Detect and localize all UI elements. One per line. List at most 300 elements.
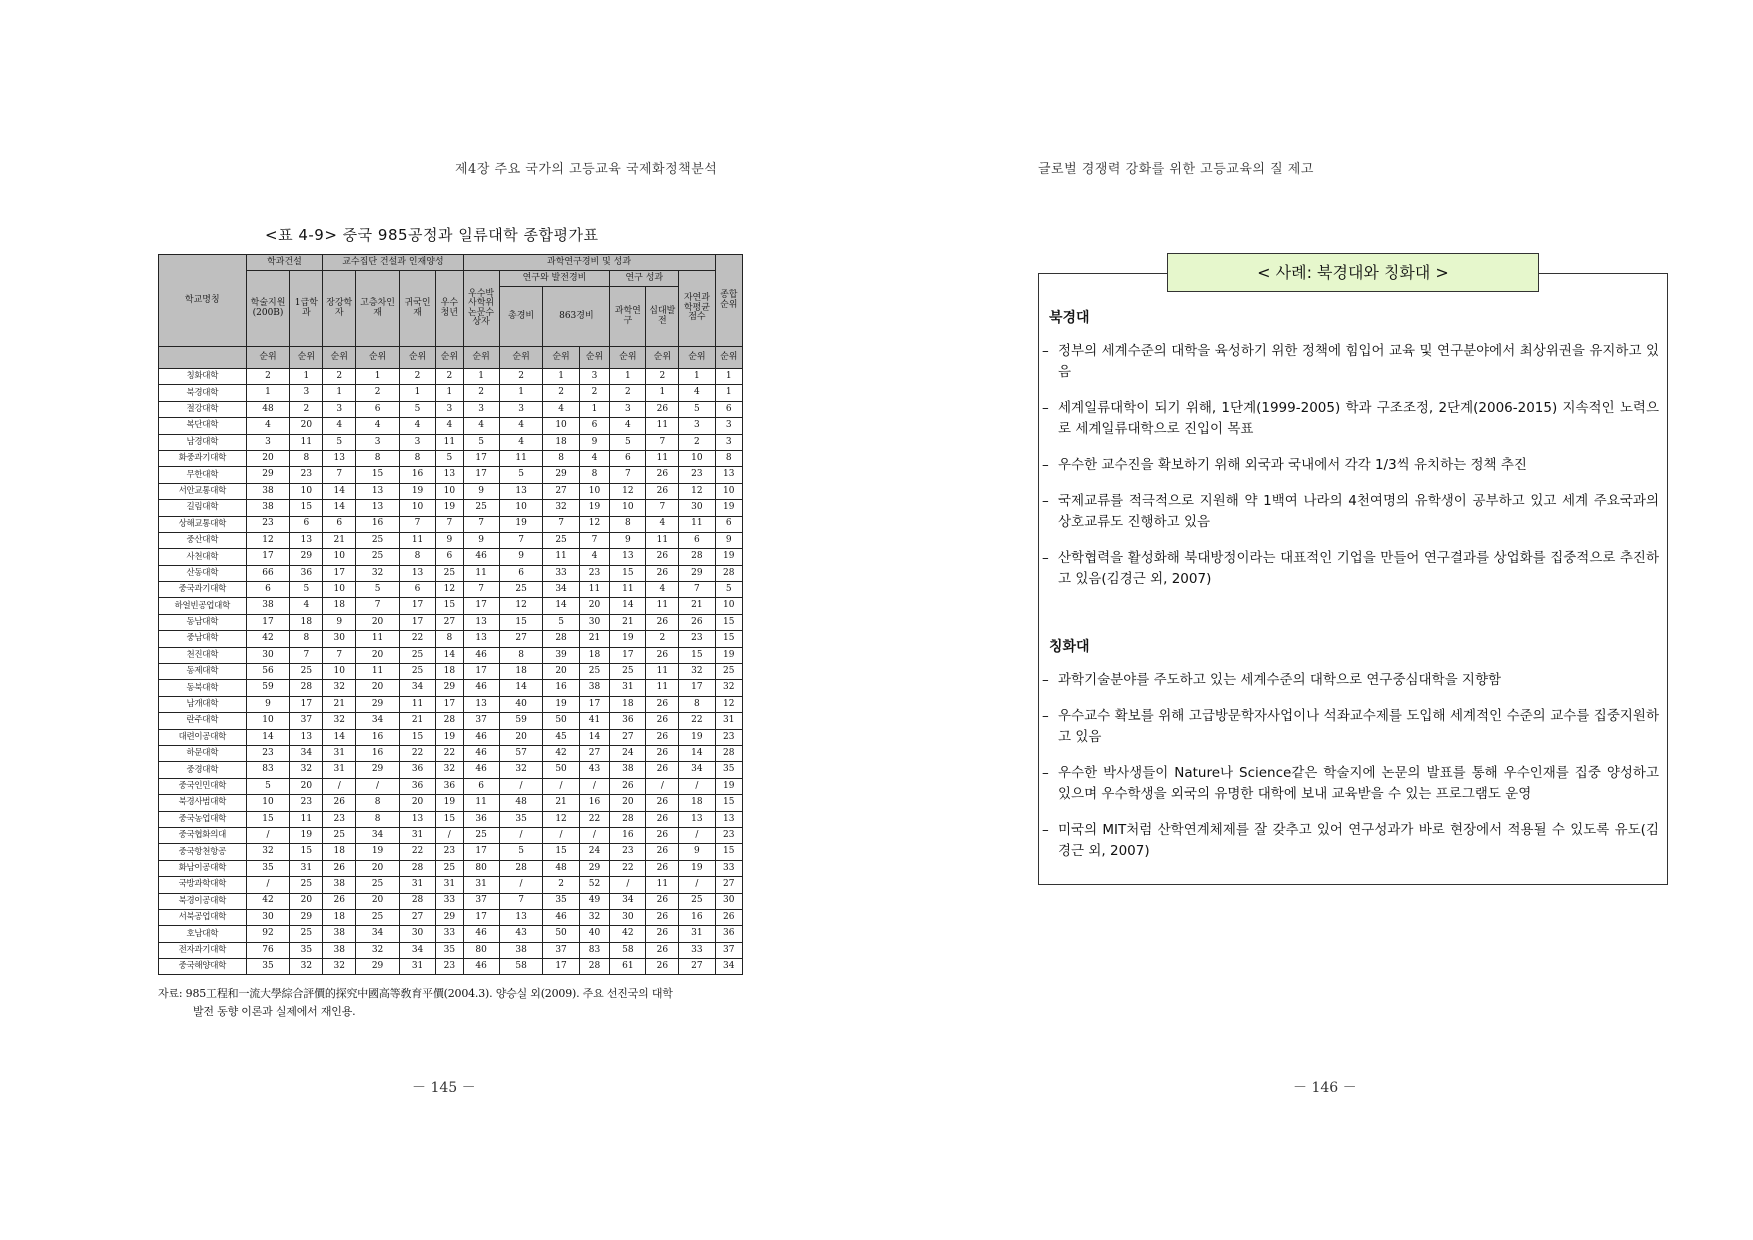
table-row — [159, 450, 743, 466]
school-name-cell: 란주대학 — [159, 713, 247, 729]
school-name-cell: 중국해양대학 — [159, 959, 247, 975]
rank-cell: 14 — [323, 729, 356, 745]
table-row — [159, 467, 743, 483]
rank-cell: 11 — [579, 582, 610, 598]
rank-cell: 15 — [290, 844, 323, 860]
rank-cell: 37 — [715, 942, 742, 958]
rank-cell: 5 — [399, 401, 435, 417]
rank-cell: 37 — [543, 942, 579, 958]
rank-cell: 1 — [610, 369, 646, 385]
rank-cell: 25 — [499, 582, 543, 598]
rank-cell: 7 — [579, 532, 610, 548]
bullet-dash: – — [1042, 822, 1049, 838]
header-top10: 십대발전 — [646, 287, 679, 347]
rank-cell: 2 — [399, 369, 435, 385]
rank-cell: 15 — [399, 729, 435, 745]
rank-cell: 21 — [323, 532, 356, 548]
rank-label: 순위 — [679, 347, 715, 369]
rank-cell: 5 — [356, 582, 400, 598]
rank-cell: 19 — [715, 500, 742, 516]
rank-cell: 15 — [436, 811, 463, 827]
rank-cell: 26 — [715, 909, 742, 925]
header-sci-research: 과학연구 — [610, 287, 646, 347]
rank-cell: / — [579, 827, 610, 843]
rank-cell: 7 — [323, 647, 356, 663]
rank-cell: 11 — [646, 418, 679, 434]
rank-cell: 11 — [436, 434, 463, 450]
rank-cell: 21 — [323, 696, 356, 712]
school-name-cell: 중국인민대학 — [159, 778, 247, 794]
rank-cell: 29 — [579, 860, 610, 876]
rank-cell: 23 — [679, 631, 715, 647]
rank-cell: 17 — [463, 450, 499, 466]
rank-label-row — [159, 347, 743, 369]
rank-cell: / — [436, 827, 463, 843]
school-name-cell: 북경이공대학 — [159, 893, 247, 909]
rank-cell: 12 — [543, 811, 579, 827]
rank-cell: 15 — [543, 844, 579, 860]
rank-cell: 5 — [499, 467, 543, 483]
rank-cell: 3 — [610, 401, 646, 417]
rank-cell: 8 — [436, 631, 463, 647]
table-row — [159, 745, 743, 761]
case-bullet-text: 우수한 박사생들이 Nature나 Science같은 학술지에 논문의 발표를 통해 우수인재를 집중 양성하고 있으며 우수학생을 외국의 유명한 대학에 보내 교육받을 수 있는 프로그램도 운영 — [1058, 765, 1659, 802]
rank-cell: 26 — [646, 483, 679, 499]
rank-cell: 22 — [679, 713, 715, 729]
rank-cell: 36 — [290, 565, 323, 581]
rank-cell: / — [679, 877, 715, 893]
school-name-cell: 동북대학 — [159, 680, 247, 696]
rank-cell: 26 — [646, 696, 679, 712]
rank-cell: 6 — [610, 450, 646, 466]
table-row — [159, 696, 743, 712]
rank-cell: 46 — [463, 680, 499, 696]
rank-cell: 13 — [323, 450, 356, 466]
school-name-cell: 중산대학 — [159, 532, 247, 548]
rank-cell: 29 — [246, 467, 290, 483]
rank-cell: / — [246, 827, 290, 843]
rank-cell: / — [679, 827, 715, 843]
rank-cell: 23 — [290, 467, 323, 483]
rank-cell: 23 — [610, 844, 646, 860]
rank-cell: 17 — [543, 959, 579, 975]
rank-cell: 32 — [290, 762, 323, 778]
table-row — [159, 795, 743, 811]
table-row — [159, 778, 743, 794]
rank-cell: 83 — [246, 762, 290, 778]
table-source-note — [158, 985, 730, 1021]
rank-cell: 1 — [290, 369, 323, 385]
rank-cell: 35 — [543, 893, 579, 909]
evaluation-table — [158, 254, 743, 975]
rank-cell: 8 — [356, 811, 400, 827]
table-row — [159, 827, 743, 843]
header-total-funding: 총경비 — [499, 287, 543, 347]
rank-cell: 32 — [579, 909, 610, 925]
rank-cell: 7 — [646, 500, 679, 516]
rank-label: 순위 — [436, 347, 463, 369]
rank-cell: 28 — [543, 631, 579, 647]
rank-cell: 3 — [715, 418, 742, 434]
rank-cell: 9 — [679, 844, 715, 860]
rank-cell: 42 — [610, 926, 646, 942]
rank-cell: 38 — [323, 877, 356, 893]
rank-cell: 29 — [679, 565, 715, 581]
rank-cell: 2 — [463, 385, 499, 401]
rank-cell: 15 — [715, 844, 742, 860]
rank-cell: 38 — [246, 483, 290, 499]
rank-cell: 10 — [399, 500, 435, 516]
rank-cell: 12 — [579, 516, 610, 532]
case-title: < 사례: 북경대와 칭화대 > — [1167, 253, 1539, 292]
rank-cell: 29 — [436, 680, 463, 696]
case-bullet-item — [1039, 548, 1659, 590]
rank-cell: / — [323, 778, 356, 794]
rank-cell: 49 — [579, 893, 610, 909]
bullet-dash: – — [1042, 765, 1049, 781]
rank-cell: 1 — [499, 385, 543, 401]
table-row — [159, 942, 743, 958]
rank-cell: 37 — [463, 713, 499, 729]
rank-cell: 19 — [679, 729, 715, 745]
rank-cell: 20 — [290, 893, 323, 909]
rank-cell: 26 — [679, 614, 715, 630]
case-bullet-text: 우수한 교수진을 확보하기 위해 외국과 국내에서 각각 1/3씩 유치하는 정책 추진 — [1058, 457, 1527, 473]
rank-cell: 25 — [356, 549, 400, 565]
rank-cell: 80 — [463, 860, 499, 876]
header-group-discipline: 학과건설 — [246, 255, 323, 271]
table-row — [159, 713, 743, 729]
table-row — [159, 516, 743, 532]
rank-cell: 26 — [610, 778, 646, 794]
table-row — [159, 401, 743, 417]
table-row — [159, 434, 743, 450]
bullet-dash: – — [1042, 343, 1049, 359]
rank-cell: 92 — [246, 926, 290, 942]
rank-cell: 21 — [579, 631, 610, 647]
rank-cell: 30 — [715, 893, 742, 909]
rank-cell: 27 — [679, 959, 715, 975]
rank-cell: 26 — [646, 909, 679, 925]
rank-cell: / — [610, 877, 646, 893]
rank-cell: 5 — [436, 450, 463, 466]
rank-cell: 10 — [679, 450, 715, 466]
rank-cell: 15 — [356, 467, 400, 483]
school-name-cell: 무한대학 — [159, 467, 247, 483]
rank-cell: 25 — [679, 893, 715, 909]
case-bullet-text: 국제교류를 적극적으로 지원해 약 1백여 나라의 4천여명의 유학생이 공부하고 있고 세계 주요국과의 상호교류도 진행하고 있음 — [1058, 493, 1659, 530]
rank-cell: 22 — [610, 860, 646, 876]
rank-cell: 4 — [356, 418, 400, 434]
rank-cell: 26 — [646, 647, 679, 663]
rank-cell: 18 — [679, 795, 715, 811]
rank-cell: 22 — [399, 631, 435, 647]
rank-cell: 66 — [246, 565, 290, 581]
header-thesis: 우수박사학위논문수상자 — [463, 271, 499, 347]
rank-cell: / — [543, 778, 579, 794]
rank-cell: 1 — [679, 369, 715, 385]
rank-cell: 9 — [463, 483, 499, 499]
rank-cell: 25 — [543, 532, 579, 548]
rank-cell: 25 — [610, 664, 646, 680]
rank-cell: 35 — [246, 860, 290, 876]
rank-cell: 27 — [499, 631, 543, 647]
rank-cell: 38 — [323, 926, 356, 942]
header-group-funding: 연구와 발전경비 — [499, 271, 610, 287]
rank-cell: 23 — [323, 811, 356, 827]
school-name-cell: 길림대학 — [159, 500, 247, 516]
rank-cell: 8 — [290, 450, 323, 466]
rank-cell: 15 — [436, 598, 463, 614]
header-youth: 우수청년 — [436, 271, 463, 347]
rank-cell: 39 — [543, 647, 579, 663]
rank-cell: 24 — [610, 745, 646, 761]
header-high-level: 고층차인재 — [356, 271, 400, 347]
rank-cell: 57 — [499, 745, 543, 761]
rank-cell: 27 — [579, 745, 610, 761]
rank-cell: 21 — [679, 598, 715, 614]
rank-cell: 34 — [715, 959, 742, 975]
tsinghua-bullet-list — [1039, 670, 1659, 877]
header-overall: 종합순위 — [715, 255, 742, 347]
rank-cell: 20 — [290, 778, 323, 794]
school-name-cell: 절강대학 — [159, 401, 247, 417]
case-bullet-item — [1039, 706, 1659, 748]
rank-cell: 36 — [399, 778, 435, 794]
rank-cell: 12 — [436, 582, 463, 598]
rank-cell: 30 — [679, 500, 715, 516]
rank-cell: 6 — [463, 778, 499, 794]
rank-cell: 3 — [579, 369, 610, 385]
rank-cell: 26 — [646, 844, 679, 860]
rank-cell: 5 — [715, 582, 742, 598]
table-row — [159, 844, 743, 860]
school-name-cell: 중국과기대학 — [159, 582, 247, 598]
rank-cell: 8 — [579, 467, 610, 483]
rank-cell: 26 — [323, 893, 356, 909]
rank-cell: 43 — [499, 926, 543, 942]
rank-cell: 29 — [290, 549, 323, 565]
rank-cell: 31 — [323, 762, 356, 778]
rank-cell: 26 — [646, 713, 679, 729]
rank-cell: 11 — [610, 582, 646, 598]
table-row — [159, 549, 743, 565]
rank-cell: 56 — [246, 664, 290, 680]
rank-cell: 24 — [579, 844, 610, 860]
rank-label: 순위 — [499, 347, 543, 369]
school-name-cell: 전자과기대학 — [159, 942, 247, 958]
table-row — [159, 369, 743, 385]
rank-cell: 46 — [463, 745, 499, 761]
rank-cell: 23 — [715, 729, 742, 745]
case-bullet-text: 세계일류대학이 되기 위해, 1단계(1999-2005) 학과 구조조정, 2단계(2006-2015) 지속적인 노력으로 세계일류대학으로 진입이 목표 — [1058, 400, 1659, 437]
rank-cell: 11 — [646, 532, 679, 548]
rank-cell: 1 — [543, 369, 579, 385]
rank-cell: 4 — [543, 401, 579, 417]
rank-label: 순위 — [579, 347, 610, 369]
table-title: <표 4-9> 중국 985공정과 일류대학 종합평가표 — [265, 226, 599, 244]
rank-cell: 29 — [356, 696, 400, 712]
rank-cell: 6 — [323, 516, 356, 532]
rank-cell: 32 — [356, 565, 400, 581]
rank-cell: 20 — [543, 664, 579, 680]
rank-cell: 18 — [290, 614, 323, 630]
rank-cell: 3 — [356, 434, 400, 450]
rank-cell: 29 — [543, 467, 579, 483]
rank-cell: 14 — [679, 745, 715, 761]
rank-cell: 2 — [290, 401, 323, 417]
rank-cell: 1 — [646, 385, 679, 401]
rank-cell: 4 — [646, 516, 679, 532]
rank-cell: 13 — [715, 811, 742, 827]
rank-cell: 31 — [610, 680, 646, 696]
rank-cell: 10 — [436, 483, 463, 499]
rank-cell: 20 — [356, 893, 400, 909]
table-row — [159, 647, 743, 663]
rank-cell: 17 — [463, 598, 499, 614]
evaluation-table-container — [158, 254, 738, 974]
rank-cell: 13 — [679, 811, 715, 827]
rank-cell: 23 — [579, 565, 610, 581]
rank-cell: 16 — [356, 729, 400, 745]
rank-cell: 9 — [246, 696, 290, 712]
rank-cell: 17 — [679, 680, 715, 696]
rank-cell: 11 — [399, 696, 435, 712]
rank-cell: 45 — [543, 729, 579, 745]
rank-cell: 17 — [399, 614, 435, 630]
case-bullet-item — [1039, 341, 1659, 383]
rank-cell: 32 — [543, 500, 579, 516]
rank-cell: 33 — [715, 860, 742, 876]
header-returnee: 귀국인재 — [399, 271, 435, 347]
rank-cell: 2 — [356, 385, 400, 401]
rank-cell: 11 — [399, 532, 435, 548]
pku-bullet-list — [1039, 341, 1659, 605]
rank-cell: 29 — [356, 762, 400, 778]
rank-cell: 31 — [463, 877, 499, 893]
rank-cell: 28 — [399, 860, 435, 876]
rank-cell: 13 — [463, 631, 499, 647]
rank-cell: 4 — [579, 450, 610, 466]
rank-cell: 15 — [499, 614, 543, 630]
school-name-cell: 북경대학 — [159, 385, 247, 401]
rank-cell: 12 — [679, 483, 715, 499]
page-number-right: － 146 － — [1293, 1080, 1357, 1096]
rank-cell: 38 — [579, 680, 610, 696]
rank-cell: 48 — [246, 401, 290, 417]
rank-cell: 17 — [246, 549, 290, 565]
rank-cell: 25 — [323, 827, 356, 843]
rank-cell: 23 — [246, 745, 290, 761]
rank-cell: 8 — [679, 696, 715, 712]
rank-cell: 10 — [246, 795, 290, 811]
header-863-funding: 863경비 — [543, 287, 610, 347]
rank-cell: 18 — [610, 696, 646, 712]
rank-cell: 19 — [436, 795, 463, 811]
rank-cell: 18 — [499, 664, 543, 680]
rank-cell: 26 — [646, 795, 679, 811]
rank-cell: 28 — [715, 745, 742, 761]
rank-cell: 1 — [463, 369, 499, 385]
rank-cell: 34 — [356, 713, 400, 729]
rank-cell: 13 — [610, 549, 646, 565]
rank-cell: 25 — [356, 532, 400, 548]
rank-cell: 16 — [610, 827, 646, 843]
rank-cell: 13 — [399, 565, 435, 581]
rank-cell: 3 — [679, 418, 715, 434]
rank-cell: 40 — [499, 696, 543, 712]
rank-label: 순위 — [246, 347, 290, 369]
case-bullet-text: 미국의 MIT처럼 산학연계체제를 잘 갖추고 있어 연구성과가 바로 현장에서 적용될 수 있도록 유도(김경근 외, 2007) — [1058, 822, 1659, 859]
header-group-faculty: 교수집단 건설과 인재양성 — [323, 255, 463, 271]
rank-cell: 10 — [543, 418, 579, 434]
rank-label — [159, 347, 247, 369]
school-name-cell: 중남대학 — [159, 631, 247, 647]
bullet-dash: – — [1042, 493, 1049, 509]
rank-cell: 17 — [463, 844, 499, 860]
rank-cell: 31 — [436, 877, 463, 893]
rank-cell: 7 — [610, 467, 646, 483]
rank-cell: 26 — [646, 549, 679, 565]
rank-cell: 26 — [646, 467, 679, 483]
rank-cell: 14 — [579, 729, 610, 745]
rank-cell: 12 — [715, 696, 742, 712]
rank-cell: 8 — [290, 631, 323, 647]
rank-cell: 18 — [323, 909, 356, 925]
rank-cell: 7 — [463, 582, 499, 598]
rank-cell: 25 — [436, 860, 463, 876]
rank-cell: 6 — [579, 418, 610, 434]
rank-cell: 10 — [323, 549, 356, 565]
rank-cell: 20 — [356, 614, 400, 630]
rank-cell: 26 — [646, 893, 679, 909]
school-name-cell: 상해교통대학 — [159, 516, 247, 532]
bullet-dash: – — [1042, 708, 1049, 724]
school-name-cell: 중국협화의대 — [159, 827, 247, 843]
rank-cell: 6 — [499, 565, 543, 581]
table-row — [159, 483, 743, 499]
rank-cell: 18 — [436, 664, 463, 680]
rank-cell: 4 — [290, 598, 323, 614]
rank-cell: 21 — [610, 614, 646, 630]
rank-label: 순위 — [323, 347, 356, 369]
rank-cell: 7 — [290, 647, 323, 663]
rank-cell: 16 — [679, 909, 715, 925]
rank-cell: 31 — [399, 959, 435, 975]
rank-cell: 26 — [323, 795, 356, 811]
table-row — [159, 582, 743, 598]
header-group-output: 연구 성과 — [610, 271, 679, 287]
rank-cell: 5 — [543, 614, 579, 630]
rank-cell: 40 — [579, 926, 610, 942]
school-name-cell: 호남대학 — [159, 926, 247, 942]
table-row — [159, 565, 743, 581]
rank-cell: 26 — [646, 614, 679, 630]
rank-cell: 22 — [399, 745, 435, 761]
rank-cell: 26 — [646, 729, 679, 745]
rank-cell: 34 — [356, 926, 400, 942]
rank-cell: / — [579, 778, 610, 794]
rank-cell: 4 — [610, 418, 646, 434]
rank-cell: 27 — [399, 909, 435, 925]
rank-cell: 16 — [356, 745, 400, 761]
rank-cell: 4 — [463, 418, 499, 434]
rank-cell: 38 — [610, 762, 646, 778]
rank-cell: 7 — [543, 516, 579, 532]
rank-cell: 19 — [543, 696, 579, 712]
rank-cell: 25 — [399, 647, 435, 663]
rank-cell: 7 — [323, 467, 356, 483]
